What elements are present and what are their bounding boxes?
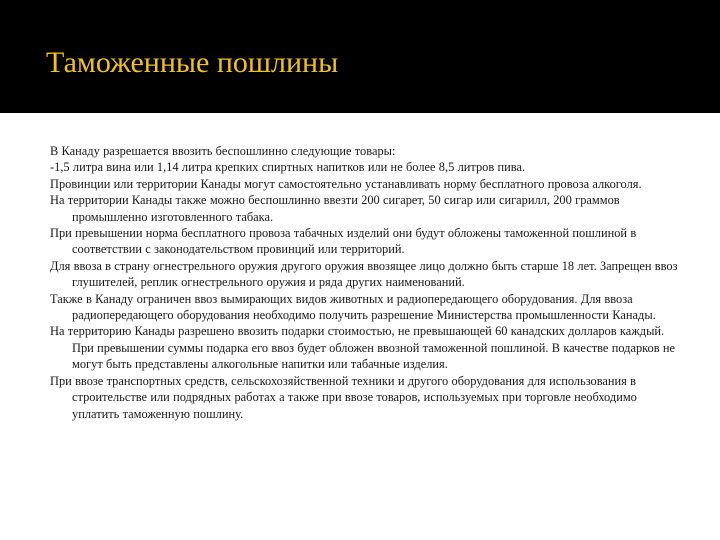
body-paragraph: Для ввоза в страну огнестрельного оружия другого оружия ввозящее лицо должно быть старше 18 лет. Запрещен ввоз глушителей, реплик огнестрельного оружия и ряда других наименований. xyxy=(50,258,678,290)
body-paragraph: При ввозе транспортных средств, сельскохозяйственной техники и другого оборудования для использования в строительстве или подрядных работах а также при ввозе товаров, используемых при торговле необходимо уплатить таможенную пошлину. xyxy=(50,373,637,421)
body-paragraph: В Канаду разрешается ввозить беспошлинно следующие товары: xyxy=(50,144,396,158)
body-paragraph: Также в Канаду ограничен ввоз вымирающих видов животных и радиопередающего оборудования. Для ввоза радиопередающего оборудования необходимо получить разрешение Министерства промышленности Канады. xyxy=(50,291,656,323)
body-paragraph: На территории Канады также можно беспошлинно ввезти 200 сигарет, 50 сигар или сигарилл, 200 граммов промышленно изготовленного табака. xyxy=(50,193,620,224)
title-banner xyxy=(0,0,720,113)
body-paragraph: При превышении норма бесплатного провоза табачных изделий они будут обложены таможенной пошлиной в соответствии с законодательством провинций или территорий. xyxy=(50,226,637,257)
body-paragraph: -1,5 литра вина или 1,14 литра крепких спиртных напитков или не более 8,5 литров пива. xyxy=(50,160,526,175)
body-paragraph: Провинции или территории Канады могут самостоятельно устанавливать норму бесплатного провоза алкоголя. xyxy=(50,176,642,191)
slide-title: Таможенные пошлины xyxy=(46,46,339,79)
slide-body xyxy=(50,143,680,523)
body-paragraph: На территорию Канады разрешено ввозить подарки стоимостью, не превышающей 60 канадских долларов каждый. При превышении суммы подарка его ввоз будет обложен ввозной таможенной пошлиной. В качестве подарков не могут быть представлены алкогольные напитки или табачные изделия. xyxy=(50,324,676,372)
